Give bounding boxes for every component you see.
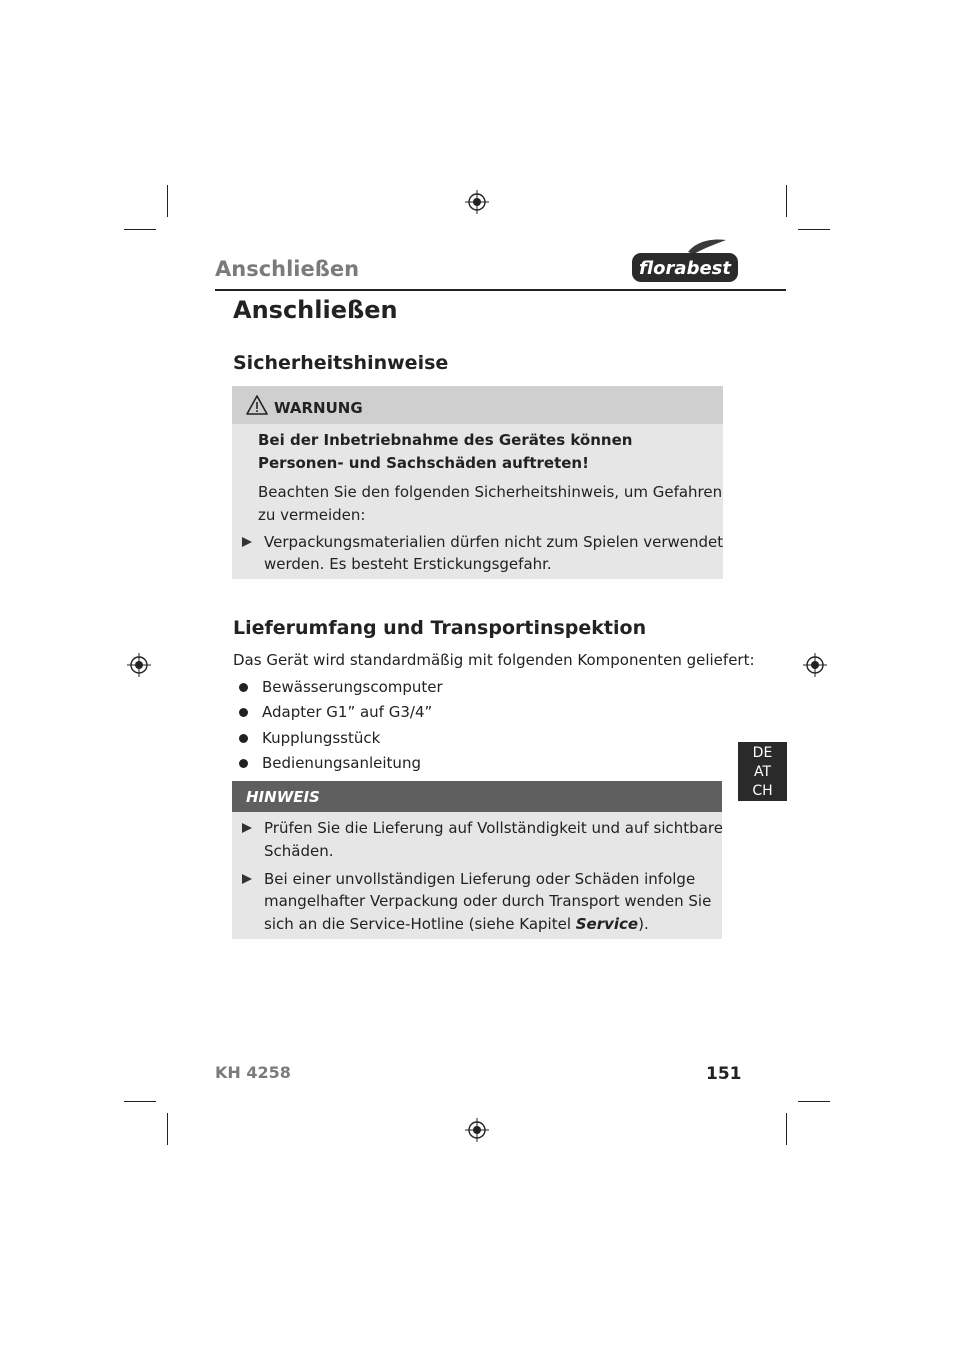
warning-bold-text: Bei der Inbetriebnahme des Gerätes können xyxy=(258,431,633,449)
page-number: 151 xyxy=(706,1064,742,1084)
crop-mark xyxy=(167,1113,168,1145)
section-heading-safety: Sicherheitshinweise xyxy=(233,352,449,374)
crop-mark xyxy=(124,229,156,230)
language-code: DE xyxy=(752,745,773,761)
section-heading-delivery: Lieferumfang und Transportinspektion xyxy=(233,617,647,639)
warning-intro-text: Beachten Sie den folgenden Sicherheitshinweis, um Gefahren xyxy=(258,483,723,501)
warning-bold-text: Personen- und Sachschäden auftreten! xyxy=(258,454,589,472)
list-item: Adapter G1” auf G3/4” xyxy=(262,703,433,721)
crop-mark xyxy=(786,1113,787,1145)
crop-mark xyxy=(798,229,830,230)
hint-bullet-text: mangelhafter Verpackung oder durch Transport wenden Sie xyxy=(264,892,712,910)
bullet-dot-icon xyxy=(239,734,248,743)
crop-mark xyxy=(786,185,787,217)
page-title: Anschließen xyxy=(233,296,398,324)
registration-mark-icon xyxy=(127,653,151,677)
language-tab xyxy=(738,742,787,801)
registration-mark-icon xyxy=(465,1118,489,1142)
hint-text-segment: ). xyxy=(638,915,649,933)
service-chapter-reference: Service xyxy=(575,915,639,933)
hint-bullet-text: Bei einer unvollständigen Lieferung oder Schäden infolge xyxy=(264,870,696,888)
header-divider xyxy=(215,289,786,291)
arrow-bullet-icon xyxy=(242,874,252,884)
registration-mark-icon xyxy=(465,190,489,214)
warning-triangle-icon xyxy=(246,395,268,415)
language-code: AT xyxy=(753,764,772,780)
warning-intro-text: zu vermeiden: xyxy=(258,506,366,524)
hint-text-segment: sich an die Service-Hotline (siehe Kapitel xyxy=(264,915,576,933)
running-header-title: Anschließen xyxy=(215,257,360,281)
hint-label: HINWEIS xyxy=(246,788,320,806)
list-item: Bewässerungscomputer xyxy=(262,678,443,696)
footer-model-number: KH 4258 xyxy=(215,1063,291,1082)
arrow-bullet-icon xyxy=(242,823,252,833)
warning-label: WARNUNG xyxy=(274,399,363,417)
crop-mark xyxy=(167,185,168,217)
warning-bullet-text: werden. Es besteht Erstickungsgefahr. xyxy=(264,555,552,573)
language-code: CH xyxy=(752,783,773,799)
hint-bullet-text xyxy=(264,913,649,936)
arrow-bullet-icon xyxy=(242,537,252,547)
florabest-logo xyxy=(630,238,740,284)
registration-mark-icon xyxy=(803,653,827,677)
logo-text: florabest xyxy=(639,258,731,279)
crop-mark xyxy=(798,1101,830,1102)
list-item: Kupplungsstück xyxy=(262,729,381,747)
delivery-intro: Das Gerät wird standardmäßig mit folgenden Komponenten geliefert: xyxy=(233,651,755,669)
bullet-dot-icon xyxy=(239,759,248,768)
hint-bullet-text: Schäden. xyxy=(264,842,334,860)
crop-mark xyxy=(124,1101,156,1102)
warning-bullet-text: Verpackungsmaterialien dürfen nicht zum Spielen verwendet xyxy=(264,533,724,551)
list-item: Bedienungsanleitung xyxy=(262,754,421,772)
hint-bullet-text: Prüfen Sie die Lieferung auf Vollständigkeit und auf sichtbare xyxy=(264,819,723,837)
bullet-dot-icon xyxy=(239,708,248,717)
bullet-dot-icon xyxy=(239,683,248,692)
